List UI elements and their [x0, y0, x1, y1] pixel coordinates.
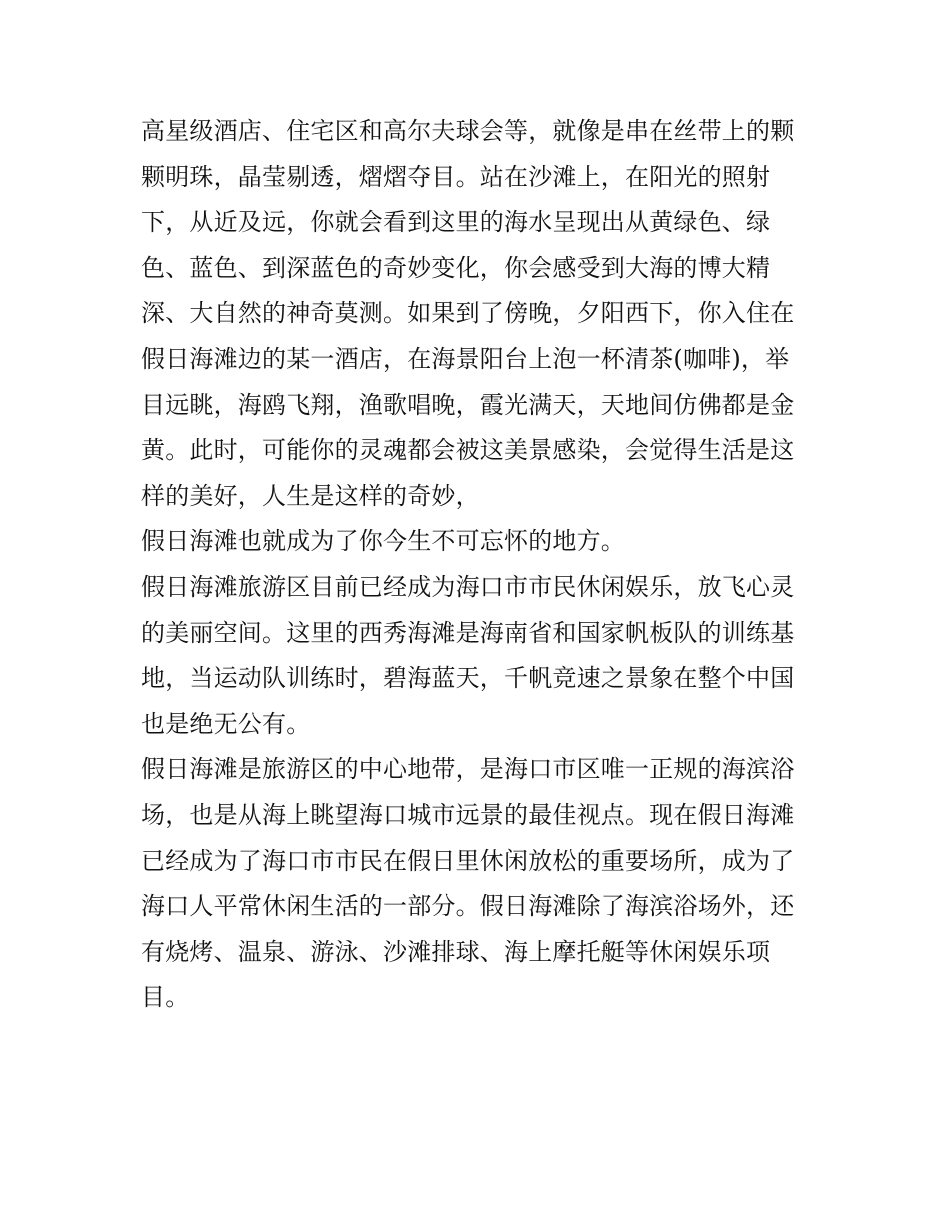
text-line: 已经成为了海口市市民在假日里休闲放松的重要场所，成为了 — [141, 846, 795, 875]
text-line: 样的美好，人生是这样的奇妙， — [141, 481, 480, 510]
text-line: 深、大自然的神奇莫测。如果到了傍晚，夕阳西下，你入住在 — [141, 299, 795, 328]
text-line: 假日海滩是旅游区的中心地带，是海口市区唯一正规的海滨浴 — [141, 755, 795, 784]
text-line: 下，从近及远，你就会看到这里的海水呈现出从黄绿色、绿 — [141, 208, 771, 237]
text-line: 海口人平常休闲生活的一部分。假日海滩除了海滨浴场外，还 — [141, 892, 795, 921]
text-line: 高星级酒店、住宅区和高尔夫球会等，就像是串在丝带上的颗 — [141, 117, 795, 145]
text-line: 也是绝无公有。 — [141, 709, 311, 738]
text-line: 地，当运动队训练时，碧海蓝天，千帆竞速之景象在整个中国 — [141, 664, 795, 693]
document-body — [141, 109, 821, 1021]
text-line: 色、蓝色、到深蓝色的奇妙变化，你会感受到大海的博大精 — [141, 253, 771, 282]
text-line: 假日海滩边的某一酒店，在海景阳台上泡一杯清茶(咖啡)，举 — [141, 344, 790, 373]
text-line: 的美丽空间。这里的西秀海滩是海南省和国家帆板队的训练基 — [141, 618, 795, 647]
text-line: 颗明珠，晶莹剔透，熠熠夺目。站在沙滩上，在阳光的照射 — [141, 162, 771, 191]
text-line: 假日海滩也就成为了你今生不可忘怀的地方。 — [141, 527, 625, 556]
text-line: 场，也是从海上眺望海口城市远景的最佳视点。现在假日海滩 — [141, 800, 795, 829]
text-line: 有烧烤、温泉、游泳、沙滩排球、海上摩托艇等休闲娱乐项 — [141, 937, 771, 966]
text-line: 假日海滩旅游区目前已经成为海口市市民休闲娱乐，放飞心灵 — [141, 572, 795, 601]
text-line: 目远眺，海鸥飞翔，渔歌唱晚，霞光满天，天地间仿佛都是金 — [141, 390, 795, 419]
text-line: 目。 — [141, 983, 190, 1012]
text-line: 黄。此时，可能你的灵魂都会被这美景感染，会觉得生活是这 — [141, 436, 795, 465]
